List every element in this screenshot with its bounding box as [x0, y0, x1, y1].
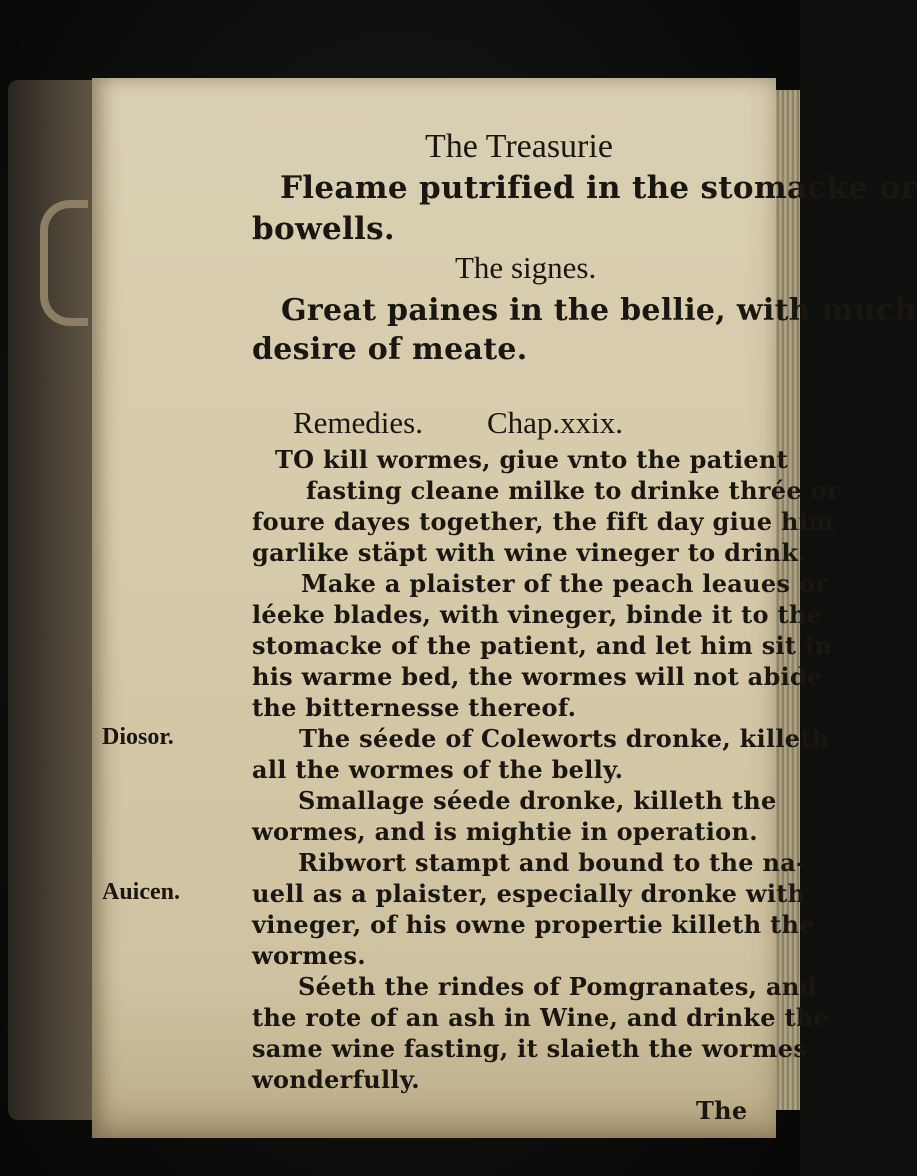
body-line: fasting cleane milke to drinke thrée or [306, 476, 840, 505]
body-line: wormes, and is mightie in operation. [252, 817, 758, 846]
body-line: his warme bed, the wormes will not abide [252, 662, 823, 691]
chapter-number: Chap.xxix. [487, 405, 624, 440]
body-line: Make a plaister of the peach leaues or [301, 569, 829, 598]
book-strap [40, 200, 88, 326]
body-line: The séede of Coleworts dronke, killeth [299, 724, 830, 753]
signs-heading: The signes. [455, 250, 597, 285]
margin-note-dioscor: Diosor. [102, 724, 174, 750]
body-line: foure dayes together, the fift day giue him [252, 507, 834, 536]
body-line: Ribwort stampt and bound to the na- [298, 848, 807, 877]
body-line: wonderfully. [252, 1065, 420, 1094]
body-line: same wine fasting, it slaieth the wormes [252, 1034, 808, 1063]
running-head: The Treasurie [425, 128, 613, 165]
body-line: Smallage séede dronke, killeth the [298, 786, 777, 815]
book-page [92, 78, 917, 1138]
body-line: all the wormes of the belly. [252, 755, 624, 784]
body-line: vineger, of his owne propertie killeth the [252, 910, 815, 939]
body-line: Séeth the rindes of Pomgranates, and [298, 972, 817, 1001]
body-line: the rote of an ash in Wine, and drinke the [252, 1003, 830, 1032]
margin-note-auicen: Auicen. [102, 879, 180, 905]
signs-line-1: Great paines in the bellie, with much [281, 293, 917, 328]
remedies-heading: Remedies. [293, 405, 423, 440]
body-line: léeke blades, with vineger, binde it to the [252, 600, 823, 629]
chapter-title-line-1: Fleame putrified in the stomacke or [280, 170, 917, 206]
body-line: wormes. [252, 941, 366, 970]
body-line: garlike stäpt with wine vineger to drink. [252, 538, 807, 567]
body-line: the bitternesse thereof. [252, 693, 577, 722]
signs-line-2: desire of meate. [252, 332, 528, 367]
chapter-title-line-2: bowells. [252, 211, 395, 247]
catchword: The [696, 1096, 748, 1125]
body-line: stomacke of the patient, and let him sit in [252, 631, 833, 660]
body-line: TO kill wormes, giue vnto the patient [275, 445, 789, 474]
body-line: uell as a plaister, especially dronke with [252, 879, 806, 908]
